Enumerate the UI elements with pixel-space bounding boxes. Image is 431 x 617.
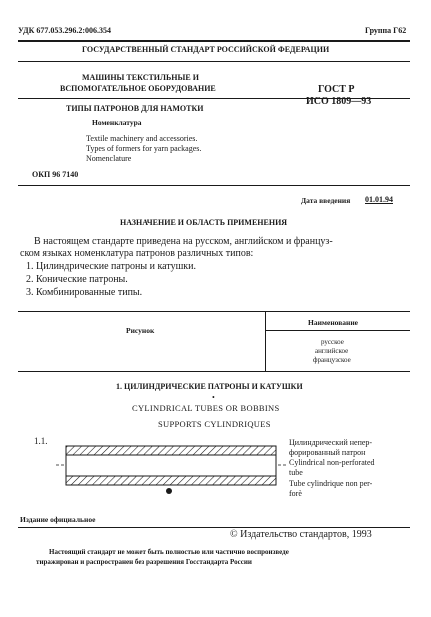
section-1-heading-fr: SUPPORTS CYLINDRIQUES: [158, 419, 271, 429]
title-line-1: МАШИНЫ ТЕКСТИЛЬНЫЕ И: [82, 73, 199, 82]
language-russian: русское: [321, 338, 344, 346]
copyright: © Издательство стандартов, 1993: [230, 529, 372, 540]
cylindrical-tube-drawing: [56, 436, 288, 502]
nomenclature-label: Номенклатура: [92, 118, 142, 127]
date-value: 01.01.94: [365, 195, 393, 204]
standard-title: ГОСУДАРСТВЕННЫЙ СТАНДАРТ РОССИЙСКОЙ ФЕДЕРАЦИИ: [82, 45, 330, 54]
purpose-list-item: 2. Конические патроны.: [26, 274, 128, 285]
header-rule: [18, 61, 410, 62]
accent-mark: •: [212, 393, 215, 402]
tube-top-wall: [66, 446, 276, 455]
footer-rule: [18, 527, 410, 528]
english-title-3: Nomenclature: [86, 154, 132, 163]
english-title-2: Types of formers for yarn packages.: [86, 144, 202, 153]
section-1-heading-en: CYLINDRICAL TUBES OR BOBBINS: [132, 403, 280, 413]
table-bottom-rule: [18, 371, 410, 372]
okp-rule: [18, 185, 410, 186]
language-french: французское: [313, 356, 351, 364]
title-line-2: ВСПОМОГАТЕЛЬНОЕ ОБОРУДОВАНИЕ: [60, 84, 216, 93]
purpose-list-item: 3. Комбинированные типы.: [26, 287, 143, 298]
reproduction-notice-2: тиражирован и распространен без разрешения Госстандарта России: [36, 558, 252, 566]
official-edition: Издание официальное: [20, 515, 96, 524]
name-column-rule: [265, 330, 410, 331]
section-1-heading-ru: 1. ЦИЛИНДРИЧЕСКИЕ ПАТРОНЫ И КАТУШКИ: [116, 382, 303, 391]
reproduction-notice-1: Настоящий стандарт не может быть полностью или частично воспроизведе: [49, 548, 289, 556]
item-fr-1: Tube cylindrique non per-: [289, 479, 373, 488]
purpose-heading: НАЗНАЧЕНИЕ И ОБЛАСТЬ ПРИМЕНЕНИЯ: [120, 218, 288, 227]
okp-code: ОКП 96 7140: [32, 170, 79, 179]
title-line-3: ТИПЫ ПАТРОНОВ ДЛЯ НАМОТКИ: [66, 104, 204, 113]
item-en-2: tube: [289, 468, 303, 477]
table-top-rule: [18, 311, 410, 312]
english-title-1: Textile machinery and accessories.: [86, 134, 198, 143]
date-label: Дата введения: [301, 196, 351, 205]
name-column-header: Наименование: [308, 318, 358, 327]
item-fr-2: forè: [289, 489, 302, 498]
item-en-1: Cylindrical non-perforated: [289, 458, 375, 467]
language-english: английское: [315, 347, 349, 355]
table-divider: [265, 311, 266, 371]
gost-number-2: ИСО 1809—93: [306, 96, 372, 107]
item-ru-1: Цилиндрический непер-: [289, 438, 373, 447]
gost-number-1: ГОСТ Р: [318, 84, 355, 95]
udk-code: УДК 677.053.296.2:006.354: [18, 26, 112, 35]
tube-marker-dot: [166, 488, 172, 494]
item-number: 1.1.: [34, 436, 48, 446]
purpose-paragraph-2: ском языках номенклатура патронов различных типов:: [20, 248, 254, 259]
item-ru-2: форированный патрон: [289, 448, 366, 457]
top-rule: [18, 40, 410, 42]
purpose-list-item: 1. Цилиндрические патроны и катушки.: [26, 261, 196, 272]
purpose-paragraph-1: В настоящем стандарте приведена на русском, английском и француз-: [34, 236, 333, 247]
figure-column-header: Рисунок: [126, 326, 155, 335]
group-code: Группа Г62: [365, 26, 407, 35]
tube-bottom-wall: [66, 476, 276, 485]
